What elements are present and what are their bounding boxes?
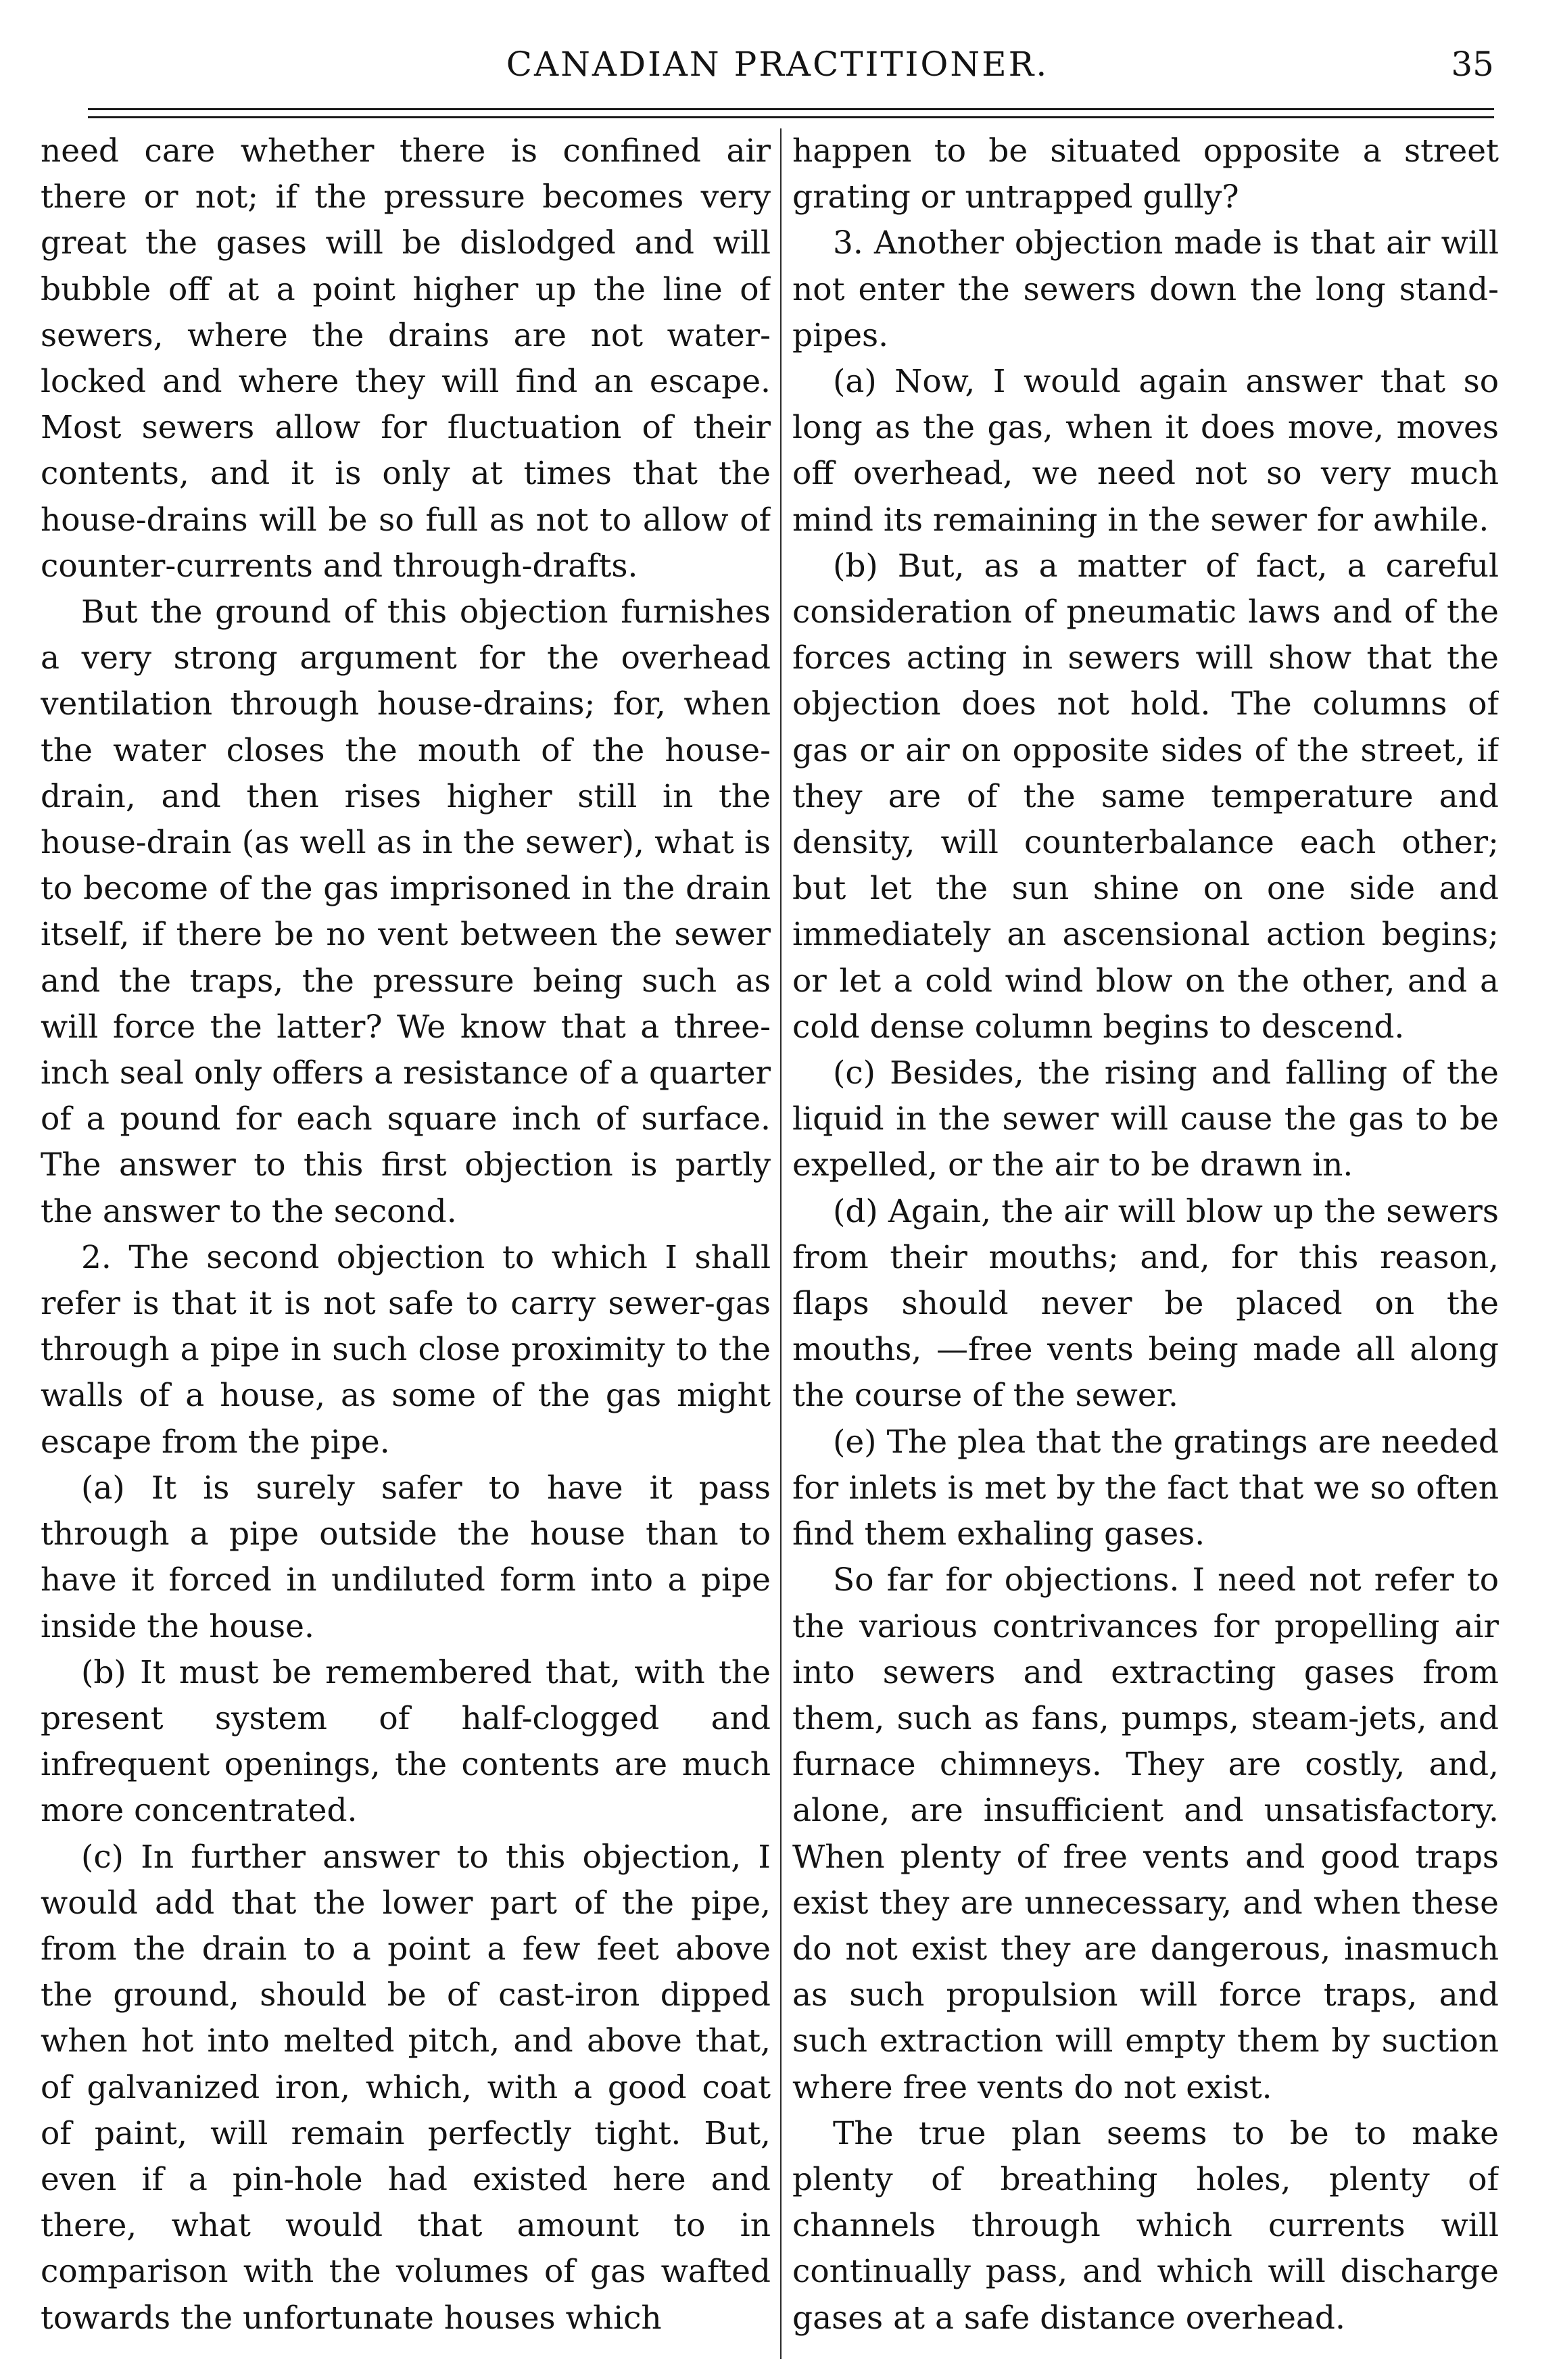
paragraph: (b) It must be remembered that, with the present system of half-clogged and infrequent openings, the contents are much more concentrated.: [41, 1653, 771, 1830]
paragraph: (a) Now, I would again answer that so long as the gas, when it does move, moves off overhead, we need not so very much mind its remaining in the sewer for awhile.: [792, 363, 1499, 539]
header-rule-top: [88, 108, 1494, 110]
header-rule-bottom: [88, 116, 1494, 118]
paragraph: 2. The second objection to which I shall refer is that it is not safe to carry sewer-gas through a pipe in such close proximity to the walls of a house, as some of the gas might escape from the pipe.: [41, 1238, 771, 1461]
column-divider: [780, 128, 782, 2359]
paragraph: happen to be situated opposite a street grating or untrapped gully?: [792, 132, 1499, 216]
paragraph: (d) Again, the air will blow up the sewers from their mouths; and, for this reason, flaps should never be placed on the mouths, —free vents being made all along the course of the sewer.: [792, 1192, 1499, 1415]
paragraph: The true plan seems to be to make plenty of breathing holes, plenty of channels through which currents will continually pass, and which will discharge gases at a safe distance overhead.: [792, 2114, 1499, 2337]
paragraph: (c) In further answer to this objection, I would add that the lower part of the pipe, from the drain to a point a few feet above the ground, should be of cast-iron dipped when hot into melted pitch, and above that, of galvanized iron, which, with a good coat of paint, will remain perfectly tight. But, even if a pin-hole had existed here and there, what would that amount to in comparison with the volumes of gas wafted towards the unfortunate houses which: [41, 1838, 771, 2337]
running-title: CANADIAN PRACTITIONER.: [506, 45, 1049, 84]
paragraph: (e) The plea that the gratings are needed for inlets is met by the fact that we so often find them exhaling gases.: [792, 1423, 1499, 1553]
page-header: [41, 41, 1514, 88]
paragraph: (c) Besides, the rising and falling of the liquid in the sewer will cause the gas to be expelled, or the air to be drawn in.: [792, 1054, 1499, 1184]
paragraph: But the ground of this objection furnishes a very strong argument for the overhead ventilation through house-drains; for, when the water closes the mouth of the house-drain, and then rises higher still in the house-drain (as well as in the sewer), what is to become of the gas imprisoned in the drain itself, if there be no vent between the sewer and the traps, the pressure being such as will force the latter? We know that a three-inch seal only offers a resistance of a quarter of a pound for each square inch of surface. The answer to this first objection is partly the answer to the second.: [41, 593, 771, 1230]
paragraph: So far for objections. I need not refer to the various contrivances for propelling air into sewers and extracting gases from them, such as fans, pumps, steam-jets, and furnace chimneys. They are costly, and, alone, are insufficient and unsatisfactory. When plenty of free vents and good traps exist they are unnecessary, and when these do not exist they are dangerous, inasmuch as such propulsion will force traps, and such extraction will empty them by suction where free vents do not exist.: [792, 1561, 1499, 2106]
paragraph: need care whether there is confined air there or not; if the pressure becomes very great the gases will be dislodged and will bubble off at a point higher up the line of sewers, where the drains are not water-locked and where they will find an escape. Most sewers allow for fluctuation of their contents, and it is only at times that the house-drains will be so full as not to allow of counter-currents and through-drafts.: [41, 132, 771, 585]
left-column: [41, 128, 771, 2359]
paragraph: (b) But, as a matter of fact, a careful consideration of pneumatic laws and of the forces acting in sewers will show that the objection does not hold. The columns of gas or air on opposite sides of the street, if they are of the same temperature and density, will counterbalance each other; but let the sun shine on one side and immediately an ascensional action begins; or let a cold wind blow on the other, and a cold dense column begins to descend.: [792, 547, 1499, 1046]
paragraph: 3. Another objection made is that air will not enter the sewers down the long stand-pipes.: [792, 224, 1499, 354]
page-number: 35: [1451, 45, 1494, 84]
right-column: [792, 128, 1499, 2359]
paragraph: (a) It is surely safer to have it pass through a pipe outside the house than to have it forced in undiluted form into a pipe inside the house.: [41, 1469, 771, 1645]
